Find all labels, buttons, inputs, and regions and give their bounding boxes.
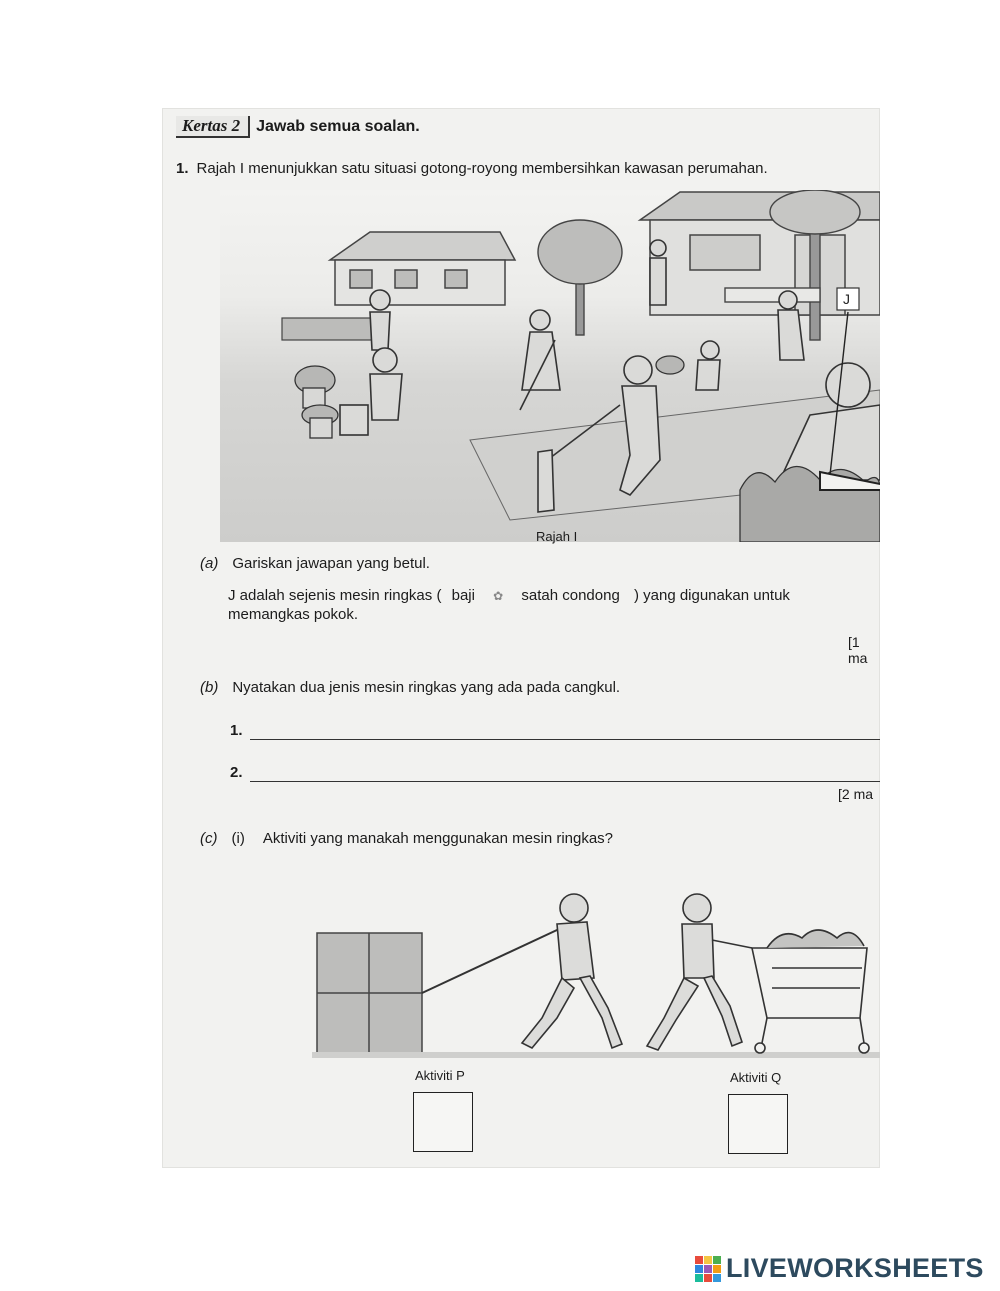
hedge: [282, 318, 382, 340]
part-c-sub-label: (i): [231, 830, 245, 847]
part-b-text: Nyatakan dua jenis mesin ringkas yang ada pada cangkul.: [232, 679, 621, 696]
tree-middle: [538, 220, 622, 335]
ground-line: [312, 1052, 880, 1058]
question-number: 1.: [176, 160, 189, 177]
part-a-instruction: [200, 555, 430, 572]
liveworksheets-brand: [695, 1253, 984, 1284]
question-1-stem: [176, 160, 768, 177]
option-satah-condong[interactable]: satah condong: [521, 587, 620, 604]
part-b-label: (b): [200, 679, 219, 696]
part-a-line2: memangkas pokok.: [228, 606, 359, 623]
figure-caption: Rajah I: [536, 529, 578, 544]
scene-drawing: [220, 190, 880, 542]
part-a-label: (a): [200, 555, 219, 572]
section-tab: Kertas 2: [176, 116, 250, 138]
part-b-item2-number: 2.: [230, 764, 243, 781]
activities-illustration: [312, 878, 880, 1058]
part-b-answer-1[interactable]: [250, 738, 880, 740]
part-a-text: Gariskan jawapan yang betul.: [232, 555, 430, 572]
person-pulling: [522, 894, 622, 1048]
part-b-marks: [2 ma: [838, 786, 874, 802]
instruction-heading: Jawab semua soalan.: [256, 118, 420, 135]
part-a-prefix: J adalah sejenis mesin ringkas (: [228, 587, 442, 604]
part-c-text: Aktiviti yang manakah menggunakan mesin ringkas?: [262, 830, 614, 847]
stacked-boxes: [317, 933, 422, 1053]
part-a-suffix: ) yang digunakan untuk: [633, 587, 790, 604]
house-left: [330, 232, 515, 305]
activity-q-checkbox[interactable]: [728, 1094, 788, 1154]
worksheet-page: [162, 108, 880, 1168]
activity-q-label: Aktiviti Q: [730, 1070, 782, 1085]
option-separator-icon: ✿: [493, 589, 504, 603]
activity-p-checkbox[interactable]: [413, 1092, 473, 1152]
part-a-sentence: [228, 587, 790, 604]
pulling-rope: [422, 923, 572, 993]
gotong-royong-illustration: [220, 190, 880, 542]
activity-p-label: Aktiviti P: [415, 1068, 465, 1083]
picnic-table: [725, 288, 820, 302]
activities-drawing: [312, 878, 880, 1058]
option-baji[interactable]: baji: [451, 587, 475, 604]
part-c-question: [200, 830, 613, 847]
part-b-item1-number: 1.: [230, 722, 243, 739]
brand-name: LIVEWORKSHEETS: [726, 1253, 984, 1283]
shrubs: [740, 466, 880, 542]
part-b-answer-2[interactable]: [250, 780, 880, 782]
label-J: J: [843, 291, 850, 307]
paper-header: [176, 116, 420, 138]
part-a-marks: [1 ma: [848, 634, 868, 666]
person-pushing: [647, 894, 752, 1050]
brand-logo-icon: [695, 1256, 721, 1282]
question-text: Rajah I menunjukkan satu situasi gotong-royong membersihkan kawasan perumahan.: [196, 160, 768, 177]
part-c-label: (c): [200, 830, 218, 847]
shopping-trolley: [752, 930, 869, 1053]
part-b-instruction: [200, 679, 620, 696]
